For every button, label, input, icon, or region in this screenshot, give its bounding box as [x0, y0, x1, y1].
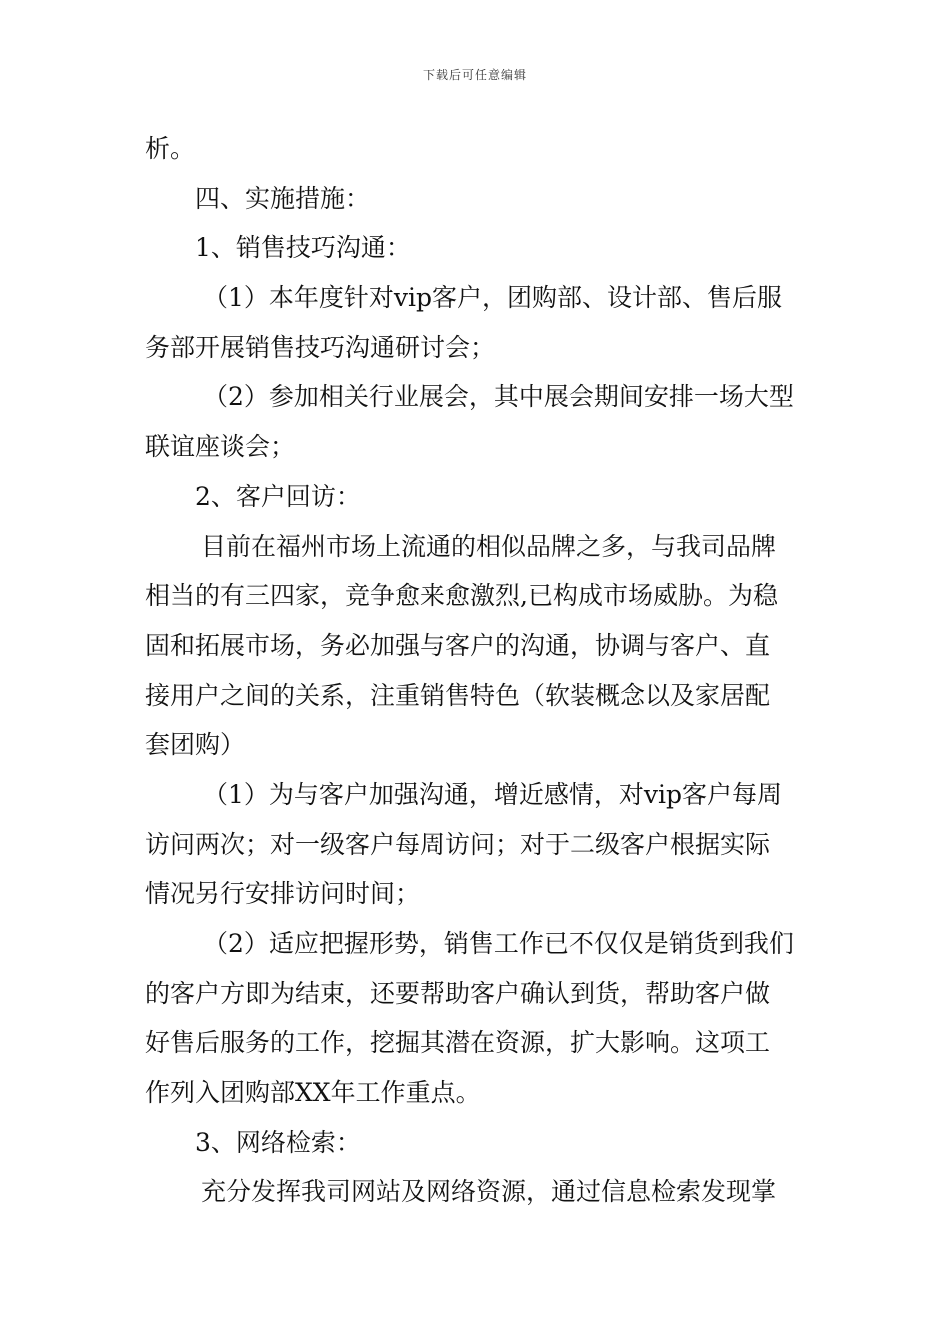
text-line: 套团购）: [145, 730, 246, 760]
text-line: 相当的有三四家，竞争愈来愈激烈,已构成市场威胁。为稳: [145, 581, 778, 611]
text-line: 好售后服务的工作，挖掘其潜在资源，扩大影响。这项工: [145, 1028, 771, 1058]
text-line: 目前在福州市场上流通的相似品牌之多，与我司品牌: [201, 531, 777, 561]
text-line: 情况另行安排访问时间；: [145, 879, 421, 909]
text-line: 充分发挥我司网站及网络资源，通过信息检索发现掌: [201, 1177, 777, 1207]
page-header-note: 下载后可任意编辑: [422, 68, 527, 82]
subsection-heading: 1、销售技巧沟通：: [195, 233, 411, 263]
text-line: （2）适应把握形势，销售工作已不仅仅是销货到我们: [203, 929, 794, 958]
text-line: 接用户之间的关系，注重销售特色（软装概念以及家居配: [145, 680, 771, 710]
section-heading: 四、实施措施：: [195, 183, 371, 213]
text-line: 的客户方即为结束，还要帮助客户确认到货，帮助客户做: [145, 978, 771, 1008]
text-line: （1）本年度针对vip客户，团购部、设计部、售后服: [203, 283, 783, 313]
subsection-heading: 3、网络检索：: [195, 1127, 361, 1157]
text-line: 析。: [145, 134, 196, 163]
text-line: 务部开展销售技巧沟通研讨会；: [145, 332, 496, 362]
text-line: 固和拓展市场，务必加强与客户的沟通，协调与客户、直: [145, 630, 771, 660]
text-line: 作列入团购部XX年工作重点。: [145, 1078, 481, 1108]
document-body: [145, 124, 807, 1217]
text-line: （1）为与客户加强沟通，增近感情，对vip客户每周: [203, 779, 783, 809]
text-line: 联谊座谈会；: [145, 432, 296, 462]
subsection-heading: 2、客户回访：: [195, 481, 361, 511]
text-line: （2）参加相关行业展会，其中展会期间安排一场大型: [203, 382, 794, 412]
text-line: 访问两次；对一级客户每周访问；对于二级客户根据实际: [145, 829, 771, 859]
